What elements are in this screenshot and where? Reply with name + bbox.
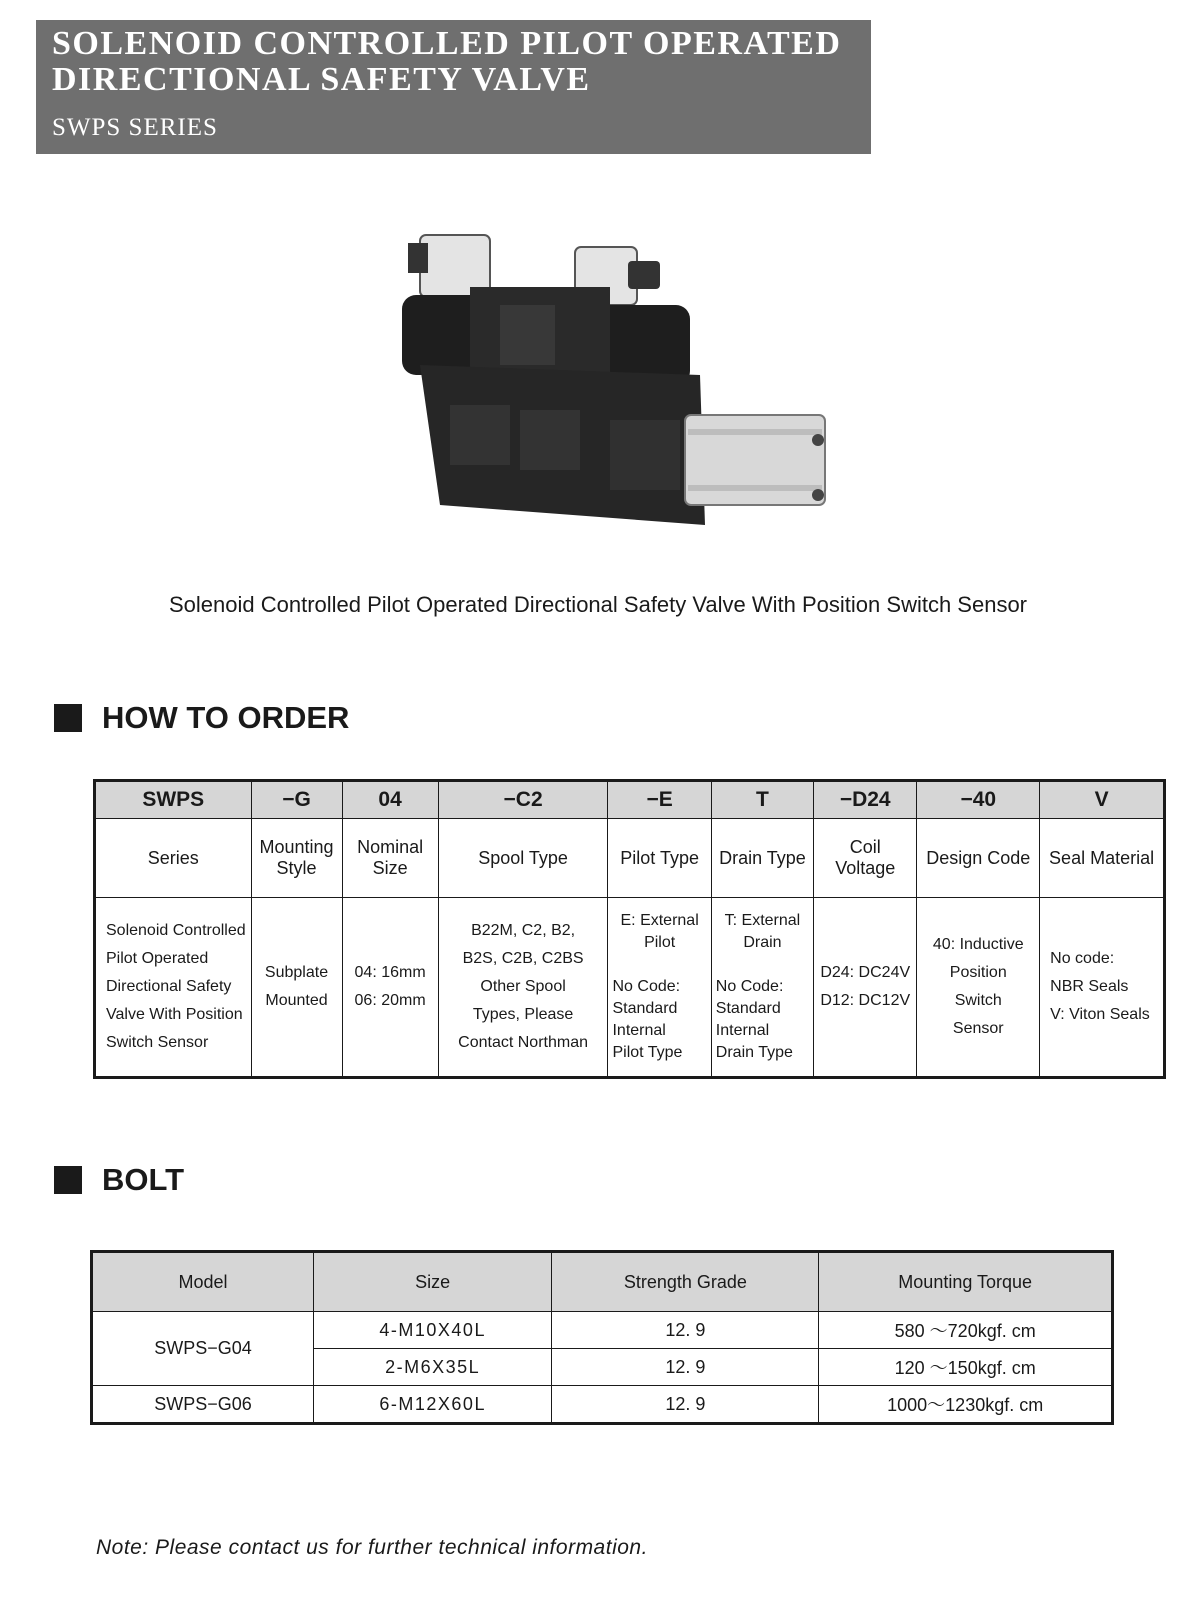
order-detail-cell	[342, 898, 438, 1078]
order-detail-line	[716, 954, 809, 976]
order-detail-line: 04: 16mm	[354, 964, 426, 981]
order-detail-line: D12: DC12V	[820, 992, 911, 1009]
order-detail-line: Solenoid Controlled	[106, 922, 246, 939]
order-detail-line: No Code:	[715, 978, 784, 995]
order-detail-line: Drain Type	[715, 1044, 793, 1061]
order-name-line: Seal Material	[1049, 847, 1155, 868]
order-name-cell	[711, 819, 813, 898]
order-detail-line: B2S, C2B, C2BS	[462, 950, 584, 967]
order-code-cell: 04	[342, 781, 438, 819]
order-name-line: Design Code	[926, 847, 1031, 868]
order-name-cell	[917, 819, 1040, 898]
order-code-cell: −E	[608, 781, 711, 819]
order-detail-line: 06: 20mm	[354, 992, 426, 1009]
table-row	[92, 1312, 1113, 1349]
order-detail-line: No Code:	[612, 978, 681, 995]
order-detail-line: Contact Northman	[458, 1034, 588, 1051]
order-detail-line: NBR Seals	[1050, 978, 1129, 995]
order-name-cell	[1040, 819, 1165, 898]
order-code-cell: −D24	[814, 781, 917, 819]
series-subtitle: SWPS SERIES	[52, 114, 218, 141]
order-detail-line: Internal	[612, 1022, 666, 1039]
order-detail-line: E: External	[620, 912, 699, 929]
order-code-cell: V	[1040, 781, 1165, 819]
how-to-order-title: HOW TO ORDER	[102, 700, 350, 735]
order-name-line: Spool Type	[478, 847, 568, 868]
bolt-torque-cell: 120 ～150kgf. cm	[819, 1349, 1113, 1386]
square-bullet-icon	[54, 1166, 82, 1194]
order-code-cell: T	[711, 781, 813, 819]
order-name-line: Drain Type	[719, 847, 806, 868]
order-detail-line: No code:	[1050, 950, 1115, 967]
bolt-size-cell: 2-M6X35L	[314, 1349, 552, 1386]
order-detail-line	[612, 954, 706, 976]
order-detail-line: Standard	[612, 1000, 678, 1017]
order-detail-line: D24: DC24V	[820, 964, 911, 981]
order-detail-line: Position	[949, 964, 1007, 981]
bolt-model-cell: SWPS−G04	[92, 1312, 314, 1386]
order-detail-row	[95, 898, 1165, 1078]
order-detail-cell	[608, 898, 711, 1078]
title-line-1: SOLENOID CONTROLLED PILOT OPERATED	[52, 25, 842, 62]
order-detail-line: Pilot	[644, 934, 676, 951]
order-name-cell	[95, 819, 252, 898]
order-detail-line: Subplate	[264, 964, 329, 981]
bolt-torque-cell: 1000～1230kgf. cm	[819, 1386, 1113, 1424]
bolt-table	[90, 1250, 1114, 1425]
order-name-cell	[251, 819, 342, 898]
order-detail-cell	[917, 898, 1040, 1078]
bolt-grade-cell: 12. 9	[552, 1386, 819, 1424]
order-detail-line: Standard	[715, 1000, 781, 1017]
bolt-model-cell: SWPS−G06	[92, 1386, 314, 1424]
order-detail-line: Switch	[954, 992, 1002, 1009]
order-name-line: Voltage	[835, 858, 896, 878]
order-code-cell: SWPS	[95, 781, 252, 819]
order-detail-cell	[95, 898, 252, 1078]
order-detail-line: Valve With Position	[106, 1006, 243, 1023]
order-code-cell: −40	[917, 781, 1040, 819]
order-detail-line: Other Spool	[480, 978, 566, 995]
bolt-torque-cell: 580 ～720kgf. cm	[819, 1312, 1113, 1349]
order-detail-line: V: Viton Seals	[1050, 1006, 1150, 1023]
order-code-cell: −C2	[438, 781, 608, 819]
order-name-line: Size	[372, 858, 408, 878]
bolt-header-model: Model	[92, 1252, 314, 1312]
order-name-row	[95, 819, 1165, 898]
order-name-cell	[438, 819, 608, 898]
bolt-heading	[54, 1162, 184, 1198]
order-detail-line: Pilot Operated	[106, 950, 209, 967]
order-name-line: Coil	[849, 837, 881, 857]
order-detail-line: 40: Inductive	[932, 936, 1024, 953]
bolt-size-cell: 6-M12X60L	[314, 1386, 552, 1424]
order-detail-line: Pilot Type	[612, 1044, 683, 1061]
how-to-order-heading	[54, 700, 349, 736]
square-bullet-icon	[54, 704, 82, 732]
order-detail-cell	[438, 898, 608, 1078]
bolt-grade-cell: 12. 9	[552, 1349, 819, 1386]
title-line-2: DIRECTIONAL SAFETY VALVE	[52, 61, 591, 98]
bolt-size-cell: 4-M10X40L	[314, 1312, 552, 1349]
image-caption: Solenoid Controlled Pilot Operated Directional Safety Valve With Position Switch Sensor	[168, 592, 1028, 617]
valve-product-image	[400, 225, 850, 545]
order-name-line: Series	[147, 847, 199, 868]
order-name-cell	[342, 819, 438, 898]
order-detail-line: Types, Please	[472, 1006, 574, 1023]
bolt-grade-cell: 12. 9	[552, 1312, 819, 1349]
table-row	[92, 1386, 1113, 1424]
order-detail-line: Mounted	[265, 992, 328, 1009]
order-detail-line: Sensor	[952, 1020, 1004, 1037]
order-detail-cell	[814, 898, 917, 1078]
order-detail-line: Internal	[715, 1022, 770, 1039]
bolt-header-grade: Strength Grade	[552, 1252, 819, 1312]
order-code-table	[93, 779, 1166, 1079]
order-name-cell	[814, 819, 917, 898]
order-detail-cell	[711, 898, 813, 1078]
order-detail-line: T: External	[724, 912, 801, 929]
order-code-cell: −G	[251, 781, 342, 819]
order-detail-line: Switch Sensor	[106, 1034, 209, 1051]
order-detail-line: Directional Safety	[106, 978, 232, 995]
bolt-header-row	[92, 1252, 1113, 1312]
order-detail-line: Drain	[743, 934, 782, 951]
order-name-line: Nominal	[357, 837, 424, 857]
order-name-line: Mounting	[259, 837, 334, 857]
order-code-row	[95, 781, 1165, 819]
order-name-cell	[608, 819, 711, 898]
title-banner	[36, 20, 871, 154]
bolt-header-torque: Mounting Torque	[819, 1252, 1113, 1312]
order-detail-cell	[1040, 898, 1165, 1078]
order-detail-cell	[251, 898, 342, 1078]
bolt-header-size: Size	[314, 1252, 552, 1312]
bolt-title: BOLT	[102, 1162, 185, 1197]
order-detail-line: B22M, C2, B2,	[471, 922, 576, 939]
order-name-line: Style	[276, 858, 317, 878]
footer-note: Note: Please contact us for further technical information.	[96, 1536, 648, 1559]
order-name-line: Pilot Type	[620, 847, 699, 868]
